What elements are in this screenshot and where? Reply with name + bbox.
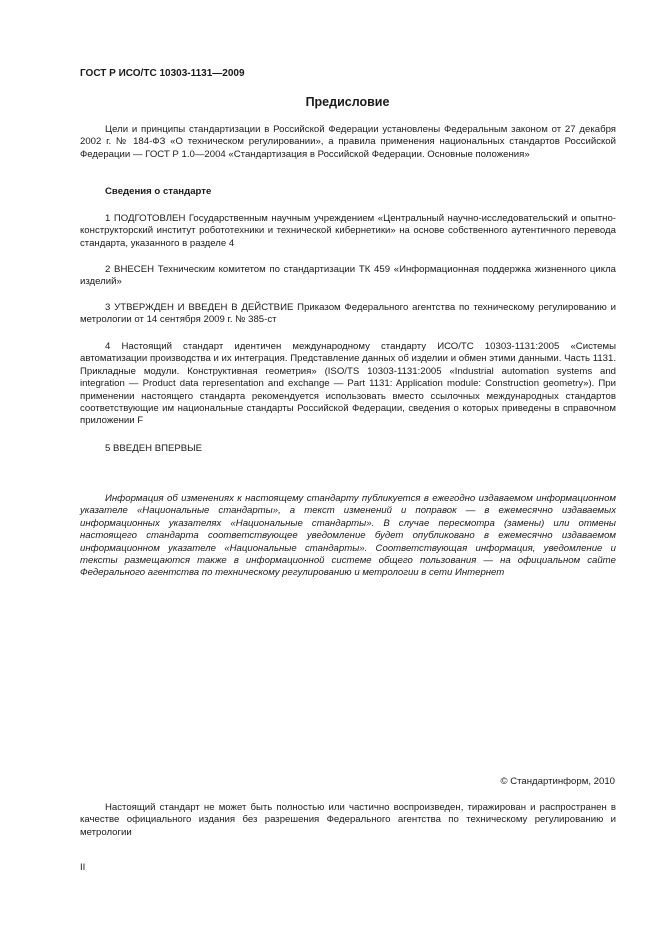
rights-paragraph: Настоящий стандарт не может быть полностью или частично воспроизведен, тиражирован и распространен в качестве официального издания без разрешения Федерального агентства по техническому регулированию и метрологии (80, 802, 616, 838)
item-2-paragraph: 2 ВНЕСЕН Техническим комитетом по стандартизации ТК 459 «Информационная поддержка жизненного цикла изделий» (80, 264, 616, 288)
item-1-paragraph: 1 ПОДГОТОВЛЕН Государственным научным учреждением «Центральный научно-исследовательский и опытно-конструкторский институт робототехники и технической кибернетики» на основе собственного аутентичного перевода стандарта, указанного в разделе 4 (80, 213, 616, 249)
standard-code: ГОСТ Р ИСО/ТС 10303-1131—2009 (80, 68, 245, 79)
page-title: Предисловие (305, 95, 390, 109)
item-4-paragraph: 4 Настоящий стандарт идентичен международному стандарту ИСО/ТС 10303-1131:2005 «Системы автоматизации производства и их интеграция. Представление данных об изделии и обмен этими данными. Часть 1131. Прикладные модули. Конструктивная геометрия» (ISO/TS 10303-1131:2005 «Industrial automation systems and integration — Product data representation and exchange — Part 1131: Application module: Construction geometry»). При применении настоящего стандарта рекомендуется использовать вместо ссылочных международных стандартов соответствующие им национальные стандарты Российской Федерации, сведения о которых приведены в справочном приложении F (80, 341, 616, 427)
section-subheading: Сведения о стандарте (105, 186, 212, 197)
copyright-line: © Стандартинформ, 2010 (500, 776, 615, 787)
notice-paragraph: Информация об изменениях к настоящему стандарту публикуется в ежегодно издаваемом информационном указателе «Национальные стандарты», а текст изменений и поправок — в ежемесячно издаваемых информационных указателях «Национальные стандарты». В случае пересмотра (замены) или отмены настоящего стандарта соответствующее уведомление будет опубликовано в ежемесячно издаваемом информационном указателе «Национальные стандарты». Соответствующая информация, уведомление и тексты размещаются также в информационной системе общего пользования — на официальном сайте Федерального агентства по техническому регулированию и метрологии в сети Интернет (80, 493, 616, 579)
item-3-paragraph: 3 УТВЕРЖДЕН И ВВЕДЕН В ДЕЙСТВИЕ Приказом Федерального агентства по техническому регулированию и метрологии от 14 сентября 2009 г. № 385-ст (80, 302, 616, 326)
intro-paragraph: Цели и принципы стандартизации в Российской Федерации установлены Федеральным законом от 27 декабря 2002 г. № 184-ФЗ «О техническом регулировании», а правила применения национальных стандартов Российской Федерации — ГОСТ Р 1.0—2004 «Стандартизация в Российской Федерации. Основные положения» (80, 124, 616, 160)
page-number: II (80, 862, 86, 873)
item-5-paragraph: 5 ВВЕДЕН ВПЕРВЫЕ (105, 443, 203, 454)
